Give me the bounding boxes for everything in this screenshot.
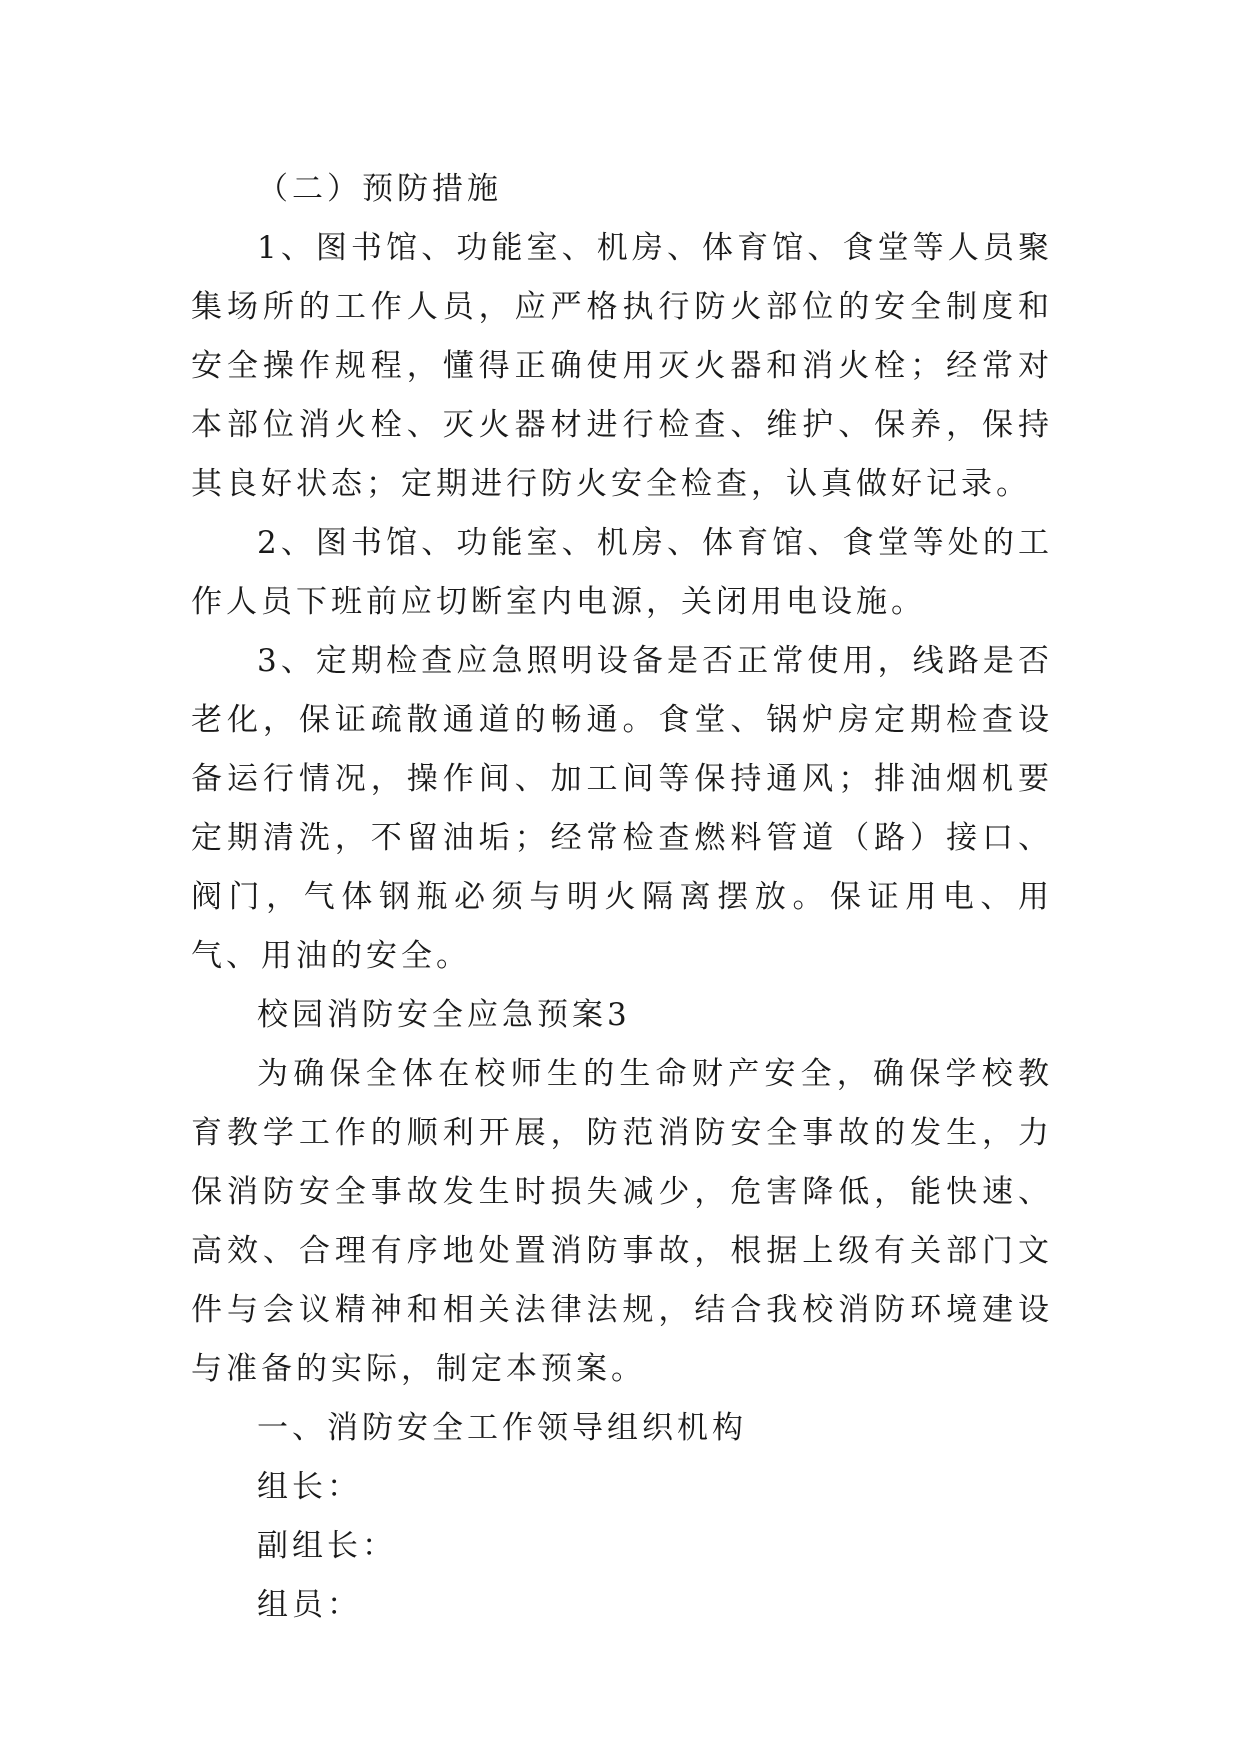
paragraph-item-1: 1、图书馆、功能室、机房、体育馆、食堂等人员聚集场所的工作人员，应严格执行防火部位的安全制度和安全操作规程，懂得正确使用灭火器和消火栓；经常对本部位消火栓、灭火器材进行检查、维护、保养，保持其良好状态；定期进行防火安全检查，认真做好记录。 — [191, 230, 1053, 502]
section-heading-organization: 一、消防安全工作领导组织机构 — [257, 1410, 747, 1446]
plan-title: 校园消防安全应急预案3 — [257, 997, 631, 1033]
leader-line: 组长： — [257, 1469, 362, 1505]
deputy-leader-line: 副组长： — [257, 1528, 397, 1564]
document-body — [191, 160, 1053, 1635]
members-line: 组员： — [257, 1587, 362, 1623]
paragraph-intro: 为确保全体在校师生的生命财产安全，确保学校教育教学工作的顺利开展，防范消防安全事故的发生，力保消防安全事故发生时损失减少，危害降低，能快速、高效、合理有序地处置消防事故，根据上级有关部门文件与会议精神和相关法律法规，结合我校消防环境建设与准备的实际，制定本预案。 — [191, 1056, 1053, 1387]
paragraph-item-3: 3、定期检查应急照明设备是否正常使用，线路是否老化，保证疏散通道的畅通。食堂、锅炉房定期检查设备运行情况，操作间、加工间等保持通风；排油烟机要定期清洗，不留油垢；经常检查燃料管道（路）接口、阀门，气体钢瓶必须与明火隔离摆放。保证用电、用气、用油的安全。 — [191, 643, 1053, 974]
section-heading-prevention: （二）预防措施 — [257, 171, 502, 207]
paragraph-item-2: 2、图书馆、功能室、机房、体育馆、食堂等处的工作人员下班前应切断室内电源，关闭用电设施。 — [191, 525, 1053, 620]
